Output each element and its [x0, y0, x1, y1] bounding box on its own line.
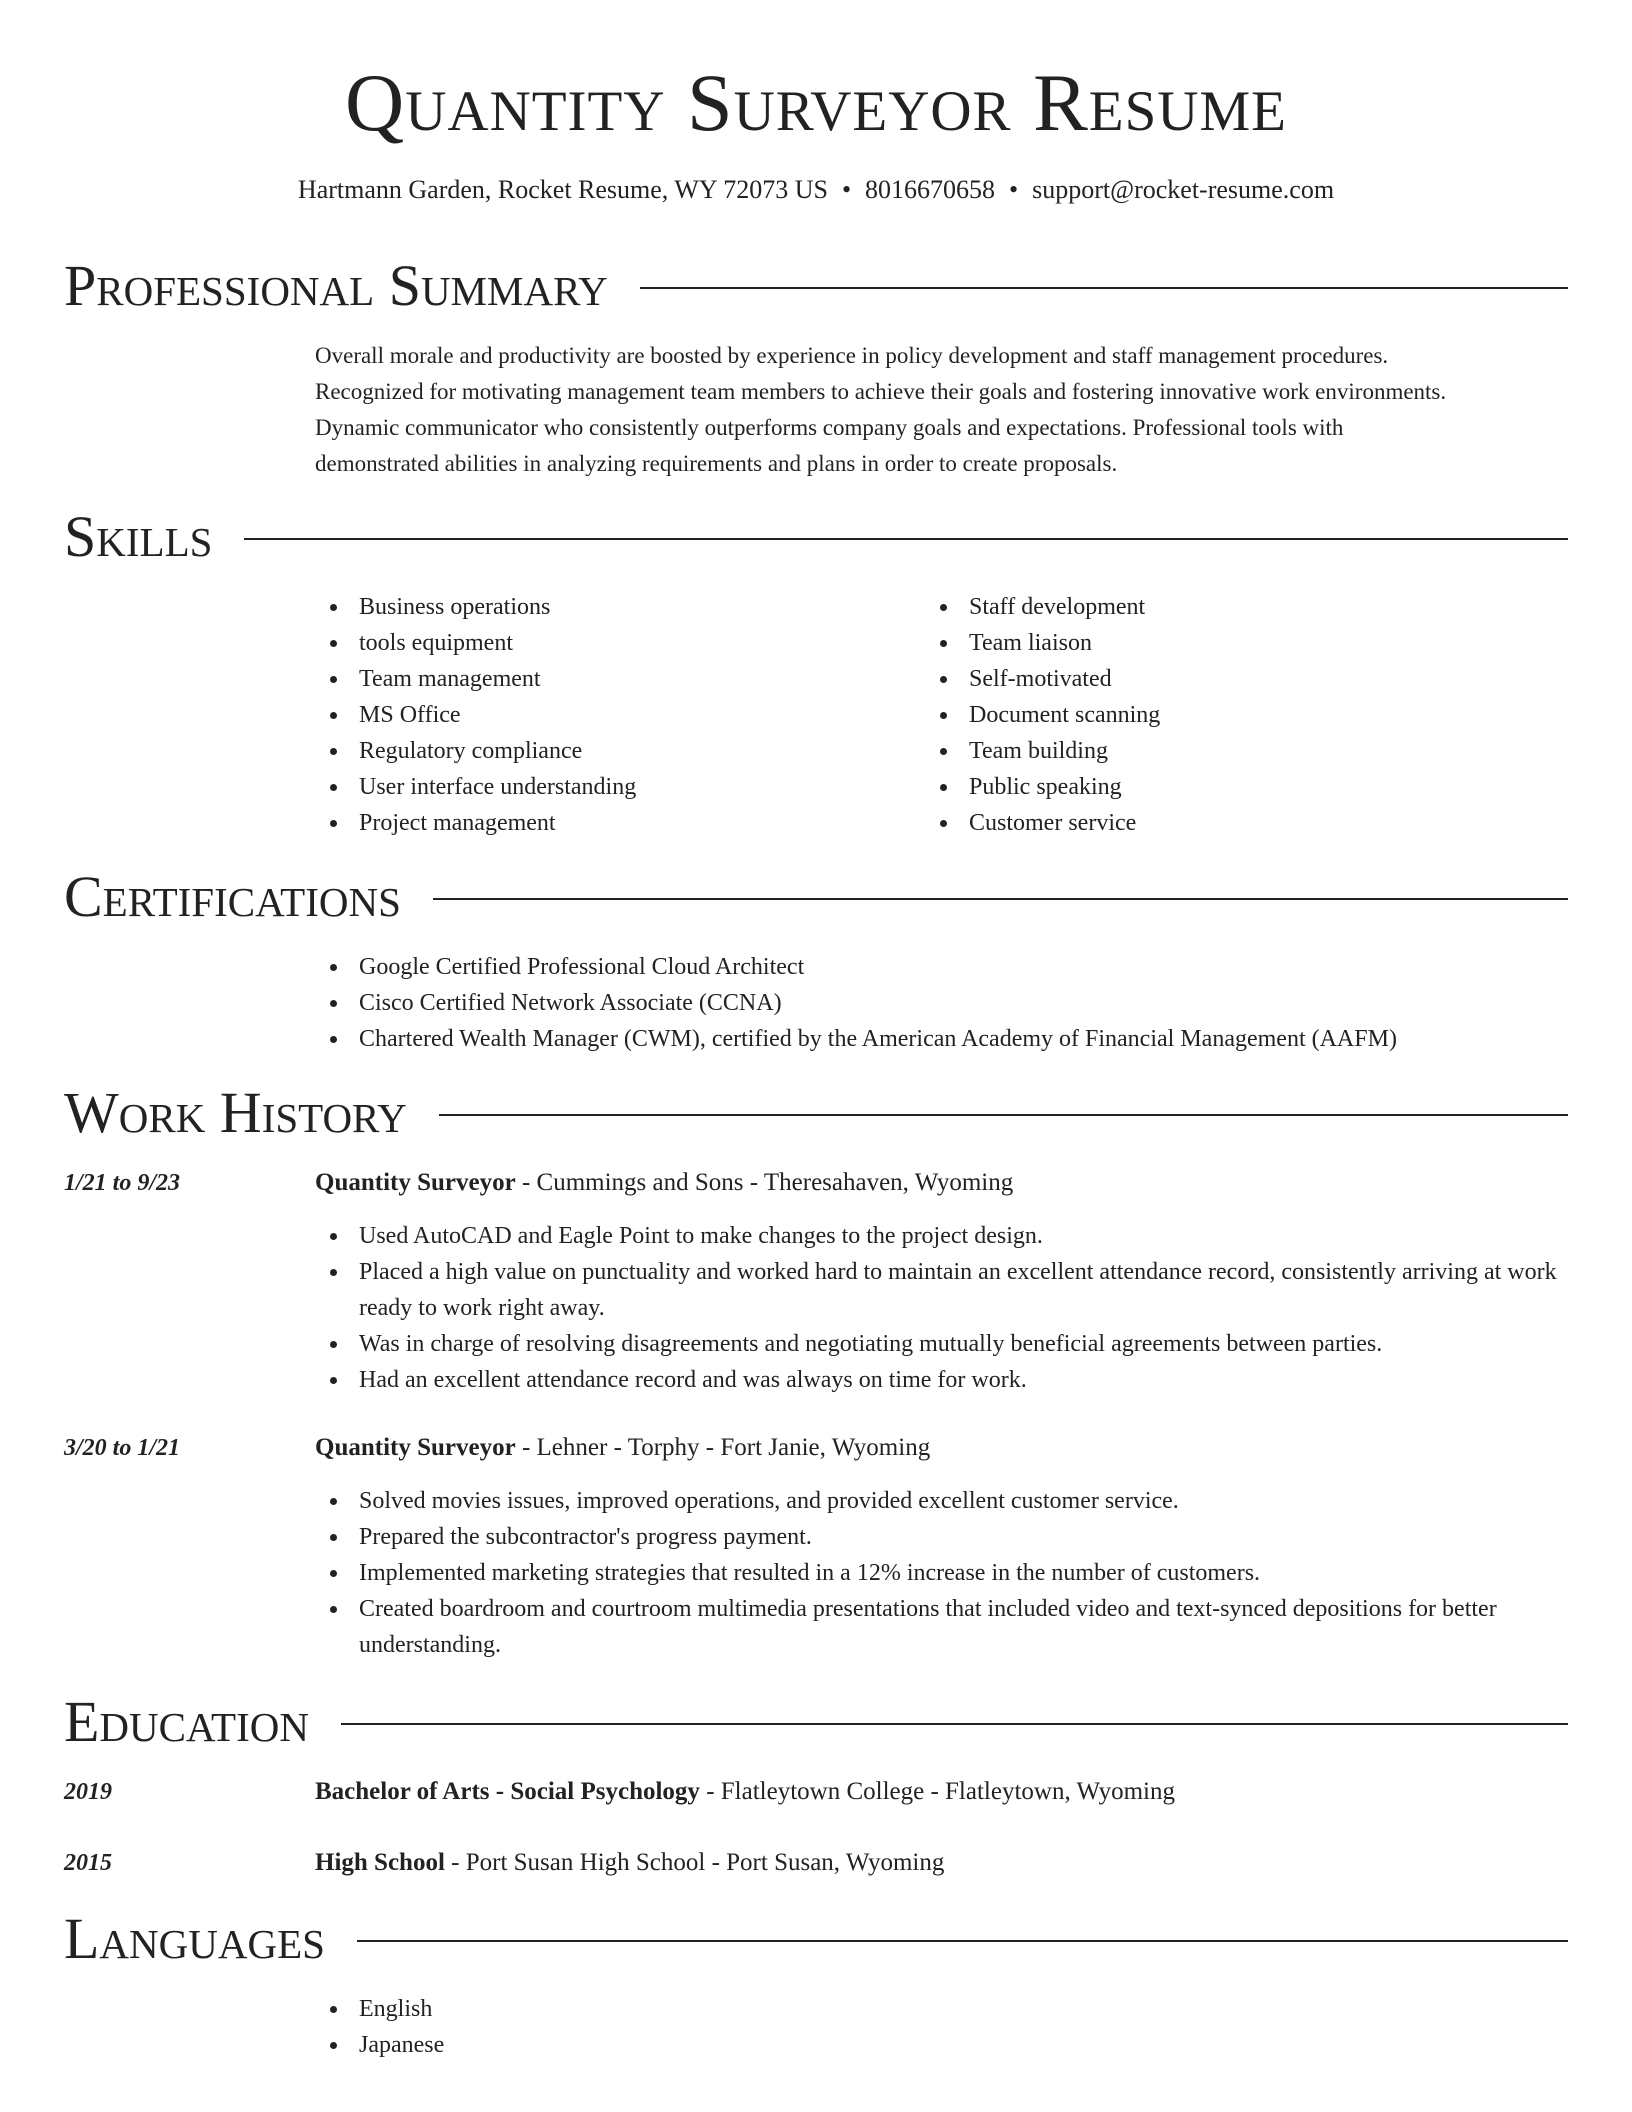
certification-item: Google Certified Professional Cloud Architect: [315, 949, 1575, 985]
job-heading: [315, 1165, 1575, 1201]
job-duties: [315, 1483, 1575, 1663]
certifications-heading: Certifications: [64, 864, 401, 929]
skill-item: Team building: [925, 733, 1525, 769]
summary-line: demonstrated abilities in analyzing requirements and plans in order to create proposals.: [315, 451, 1118, 476]
skill-item: Public speaking: [925, 769, 1525, 805]
job-duty-item: Was in charge of resolving disagreements and negotiating mutually beneficial agreements between parties.: [315, 1326, 1575, 1362]
certification-item: Chartered Wealth Manager (CWM), certified by the American Academy of Financial Management (AAFM): [315, 1021, 1575, 1057]
summary-section-header: [64, 251, 1568, 321]
skill-item: MS Office: [315, 697, 915, 733]
contact-separator: •: [1009, 175, 1019, 204]
languages-section-header: [64, 1904, 1568, 1974]
job-duty-item: Prepared the subcontractor's progress payment.: [315, 1519, 1575, 1555]
contact-phone: 8016670658: [865, 175, 996, 204]
skill-item: User interface understanding: [315, 769, 915, 805]
summary-heading: Professional Summary: [64, 253, 608, 318]
summary-line: Overall morale and productivity are boosted by experience in policy development and staff management procedures.: [315, 343, 1389, 368]
job-duty-item: Used AutoCAD and Eagle Point to make changes to the project design.: [315, 1218, 1575, 1254]
education-heading: Education: [64, 1689, 309, 1754]
contact-email: support@rocket-resume.com: [1032, 175, 1335, 204]
job-dates: 3/20 to 1/21: [64, 1435, 181, 1461]
contact-separator: •: [841, 175, 852, 204]
section-divider: [439, 1114, 1568, 1116]
contact-line: [0, 173, 1632, 207]
section-divider: [341, 1723, 1568, 1725]
skills-left-column: [315, 589, 915, 841]
education-year: 2015: [64, 1850, 112, 1876]
section-divider: [357, 1940, 1568, 1942]
skill-item: Staff development: [925, 589, 1525, 625]
skill-item: Document scanning: [925, 697, 1525, 733]
work-history-section-header: [64, 1078, 1568, 1148]
skills-right-column: [925, 589, 1525, 841]
job-duty-item: Had an excellent attendance record and was always on time for work.: [315, 1362, 1575, 1398]
education-degree: High School: [315, 1849, 445, 1876]
languages-heading: Languages: [64, 1906, 325, 1971]
job-title: Quantity Surveyor: [315, 1169, 516, 1196]
job-title: Quantity Surveyor: [315, 1434, 516, 1461]
education-entry: [315, 1845, 1575, 1881]
skill-item: Team liaison: [925, 625, 1525, 661]
languages-list: [315, 1991, 915, 2063]
language-item: Japanese: [315, 2027, 915, 2063]
education-details: - Port Susan High School - Port Susan, Wyoming: [444, 1849, 945, 1876]
skill-item: Project management: [315, 805, 915, 841]
summary-text: [315, 338, 1575, 482]
skill-item: Regulatory compliance: [315, 733, 915, 769]
education-year: 2019: [64, 1779, 112, 1805]
skill-item: Self-motivated: [925, 661, 1525, 697]
job-dates: 1/21 to 9/23: [64, 1170, 181, 1196]
contact-address: Hartmann Garden, Rocket Resume, WY 72073 US: [297, 175, 828, 204]
summary-line: Dynamic communicator who consistently outperforms company goals and expectations. Professional tools with: [315, 415, 1344, 440]
language-item: English: [315, 1991, 915, 2027]
certifications-section-header: [64, 862, 1568, 932]
skill-item: Business operations: [315, 589, 915, 625]
skill-item: Team management: [315, 661, 915, 697]
job-duty-item: Created boardroom and courtroom multimedia presentations that included video and text-synced depositions for better understanding.: [315, 1591, 1575, 1663]
education-section-header: [64, 1687, 1568, 1757]
skills-section-header: [64, 502, 1568, 572]
resume-title: Quantity Surveyor Resume: [345, 57, 1287, 148]
section-divider: [244, 538, 1568, 540]
certifications-list: [315, 949, 1575, 1057]
job-details: - Cummings and Sons - Theresahaven, Wyoming: [515, 1169, 1014, 1196]
education-degree: Bachelor of Arts - Social Psychology: [315, 1778, 700, 1805]
education-entry: [315, 1774, 1575, 1810]
section-divider: [640, 287, 1568, 289]
education-details: - Flatleytown College - Flatleytown, Wyoming: [699, 1778, 1175, 1805]
summary-line: Recognized for motivating management team members to achieve their goals and fostering innovative work environments.: [315, 379, 1447, 404]
skill-item: Customer service: [925, 805, 1525, 841]
skills-heading: Skills: [64, 504, 213, 569]
certification-item: Cisco Certified Network Associate (CCNA): [315, 985, 1575, 1021]
job-duty-item: Placed a high value on punctuality and worked hard to maintain an excellent attendance record, consistently arriving at work ready to work right away.: [315, 1254, 1575, 1326]
job-duty-item: Solved movies issues, improved operations, and provided excellent customer service.: [315, 1483, 1575, 1519]
job-details: - Lehner - Torphy - Fort Janie, Wyoming: [515, 1434, 931, 1461]
job-duties: [315, 1218, 1575, 1398]
section-divider: [433, 898, 1568, 900]
job-heading: [315, 1430, 1575, 1466]
work-history-heading: Work History: [64, 1080, 407, 1145]
job-duty-item: Implemented marketing strategies that resulted in a 12% increase in the number of customers.: [315, 1555, 1575, 1591]
skill-item: tools equipment: [315, 625, 915, 661]
